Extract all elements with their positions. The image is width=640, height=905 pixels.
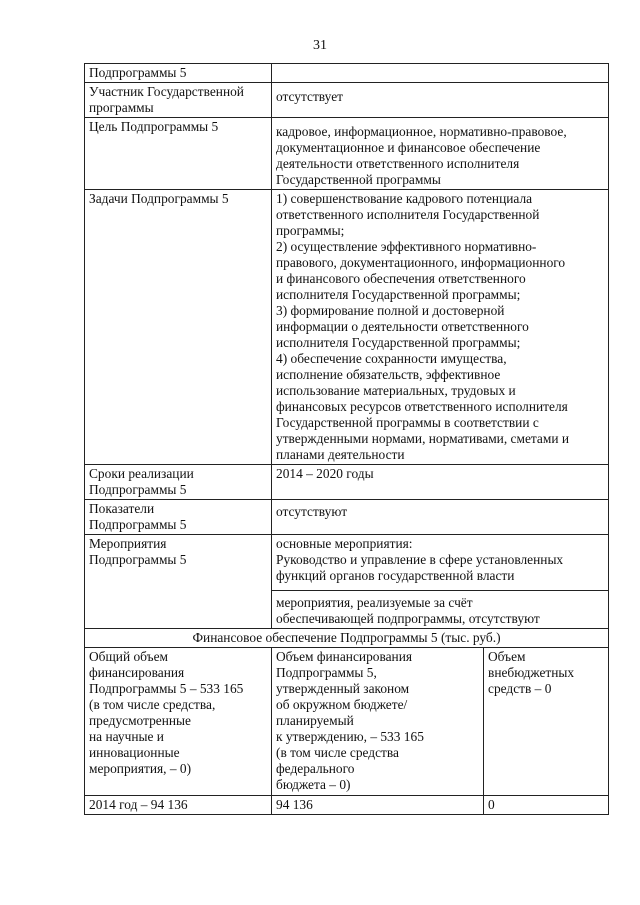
year-total: 2014 год – 94 136 xyxy=(85,796,272,815)
goal-label: Цель Подпрограммы 5 xyxy=(85,118,272,190)
year-budget: 94 136 xyxy=(272,796,484,815)
measures-main-value: основные мероприятия: Руководство и управление в сфере установленных функций органов государственной власти xyxy=(272,535,609,591)
table-row xyxy=(85,64,609,83)
passport-table xyxy=(84,63,609,815)
finance-budget: Объем финансирования Подпрограммы 5, утвержденный законом об окружном бюджете/ планируемый к утверждению, – 533 165 (в том числе средства федерального бюджета – 0) xyxy=(272,648,484,796)
table-row xyxy=(85,629,609,648)
subprogram-value xyxy=(272,64,609,83)
table-row xyxy=(85,465,609,500)
table-row xyxy=(85,118,609,190)
finance-extrabudget: Объем внебюджетных средств – 0 xyxy=(484,648,609,796)
table-row xyxy=(85,535,609,591)
terms-label: Сроки реализации Подпрограммы 5 xyxy=(85,465,272,500)
measures-support-value: мероприятия, реализуемые за счёт обеспечивающей подпрограммы, отсутствуют xyxy=(272,591,609,629)
goal-value: кадровое, информационное, нормативно-правовое, документационное и финансовое обеспечение деятельности ответственного исполнителя Государственной программы xyxy=(272,118,609,190)
table-row xyxy=(85,796,609,815)
indicators-label: Показатели Подпрограммы 5 xyxy=(85,500,272,535)
participant-value: отсутствует xyxy=(272,83,609,118)
tasks-label: Задачи Подпрограммы 5 xyxy=(85,190,272,465)
table-row xyxy=(85,83,609,118)
finance-total: Общий объем финансирования Подпрограммы 5 – 533 165 (в том числе средства, предусмотренные на научные и инновационные мероприятия, – 0) xyxy=(85,648,272,796)
table-row xyxy=(85,190,609,465)
table-row xyxy=(85,648,609,796)
year-extrabudget: 0 xyxy=(484,796,609,815)
finance-title: Финансовое обеспечение Подпрограммы 5 (тыс. руб.) xyxy=(85,629,609,648)
table-row xyxy=(85,500,609,535)
tasks-value: 1) совершенствование кадрового потенциала ответственного исполнителя Государственной программы; 2) осуществление эффективного нормативно- правового, документационного, информационного и финансового обеспечения ответственного исполнителя Государственной программы; 3) формирование полной и достоверной информации о деятельности ответственного исполнителя Государственной программы; 4) обеспечение сохранности имущества, исполнение обязательств, эффективное использование материальных, трудовых и финансовых ресурсов ответственного исполнителя Государственной программы в соответствии с утвержденными нормами, нормативами, сметами и планами деятельности xyxy=(272,190,609,465)
terms-value: 2014 – 2020 годы xyxy=(272,465,609,500)
page-number: 31 xyxy=(313,38,327,53)
indicators-value: отсутствуют xyxy=(272,500,609,535)
participant-label: Участник Государственной программы xyxy=(85,83,272,118)
measures-label: Мероприятия Подпрограммы 5 xyxy=(85,535,272,629)
subprogram-label: Подпрограммы 5 xyxy=(85,64,272,83)
